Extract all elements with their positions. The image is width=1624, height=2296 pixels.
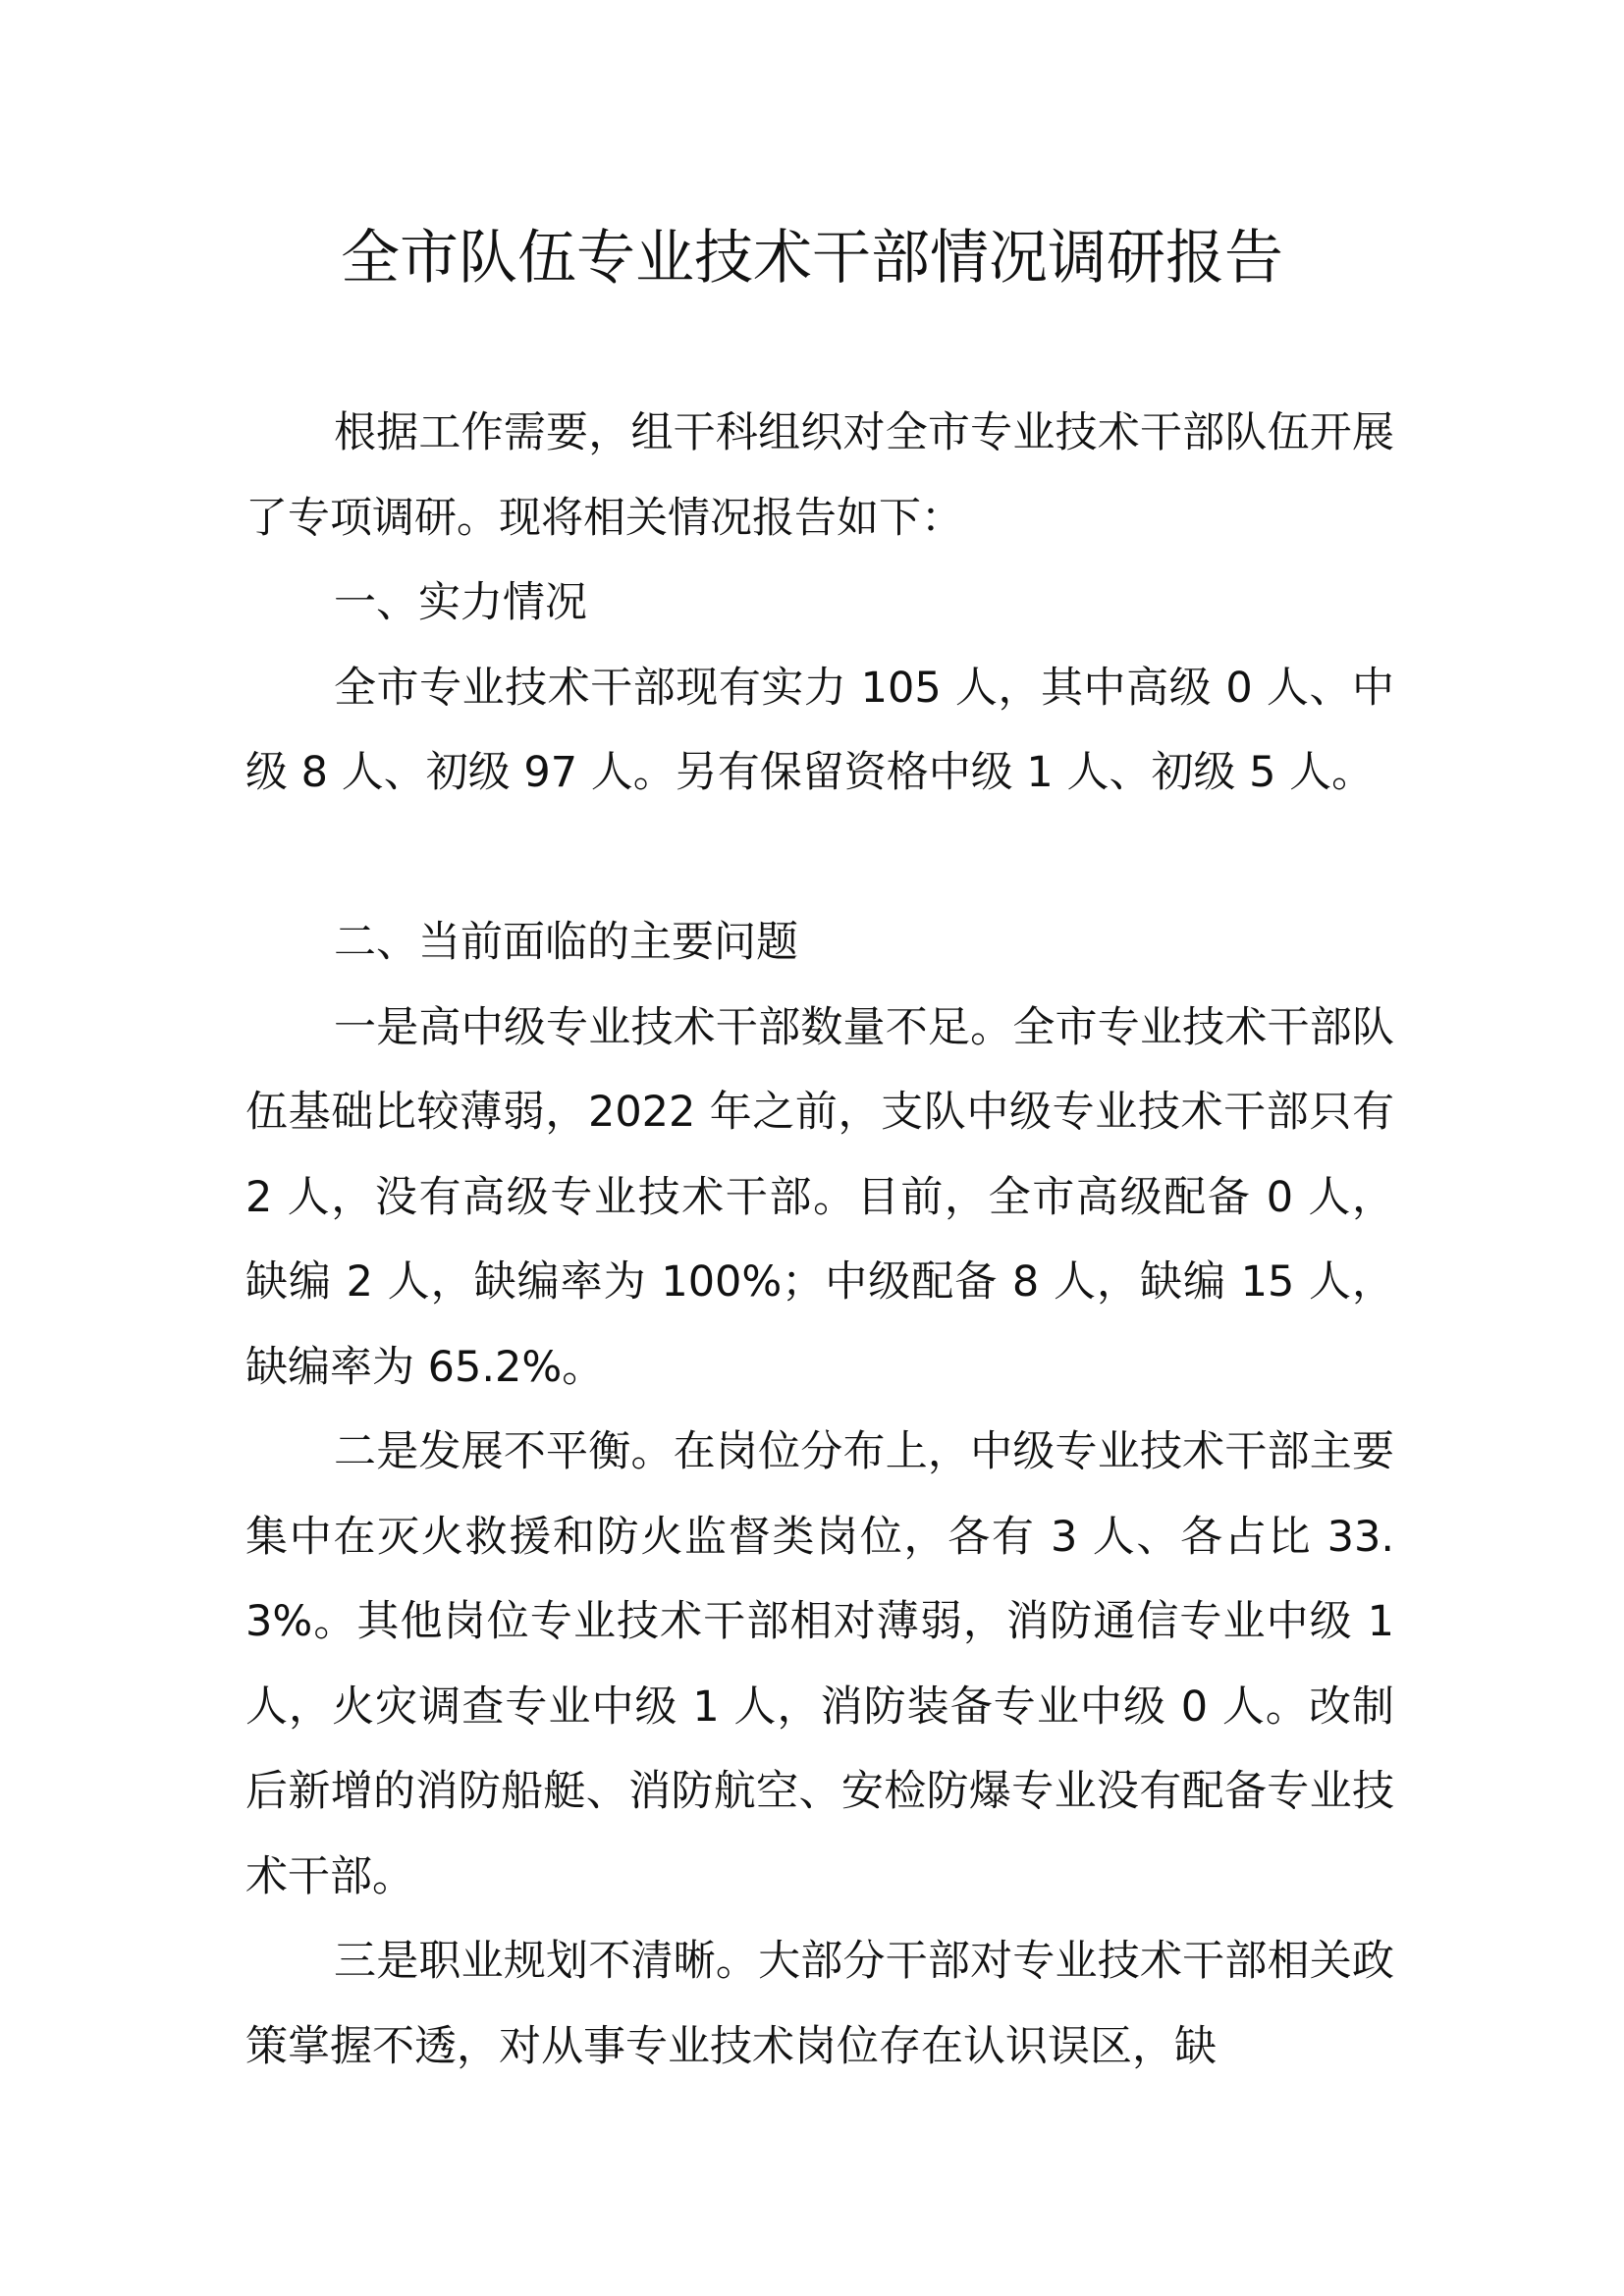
paragraph-problem-two: 二是发展不平衡。在岗位分布上，中级专业技术干部主要集中在灭火救援和防火监督类岗位，各有 3 人、各占比 33.3%。其他岗位专业技术干部相对薄弱，消防通信专业中级 1 人，火灾调查专业中级 1 人，消防装备专业中级 0 人。改制后新增的消防船艇、消防航空、安检防爆专业没有配备专业技术干部。: [245, 1427, 1394, 1901]
section-heading-strength: 一、实力情况: [334, 578, 587, 627]
paragraph-intro: 根据工作需要，组干科组织对全市专业技术干部队伍开展了专项调研。现将相关情况报告如下：: [245, 408, 1394, 543]
section-heading-problems: 二、当前面临的主要问题: [334, 918, 798, 967]
document-title: 全市队伍专业技术干部情况调研报告: [341, 224, 1283, 293]
paragraph-gap: [245, 816, 1394, 901]
paragraph-problem-one: 一是高中级专业技术干部数量不足。全市专业技术干部队伍基础比较薄弱，2022 年之前，支队中级专业技术干部只有 2 人，没有高级专业技术干部。目前，全市高级配备 0 人，缺编 2 人，缺编率为 100%；中级配备 8 人，缺编 15 人，缺编率为 65.2%。: [245, 1002, 1394, 1392]
paragraph-strength: 全市专业技术干部现有实力 105 人，其中高级 0 人、中级 8 人、初级 97 人。另有保留资格中级 1 人、初级 5 人。: [245, 663, 1394, 797]
paragraph-problem-three: 三是职业规划不清晰。大部分干部对专业技术干部相关政策掌握不透，对从事专业技术岗位存在认识误区，缺: [245, 1937, 1394, 2071]
document-body: [245, 391, 1394, 2089]
